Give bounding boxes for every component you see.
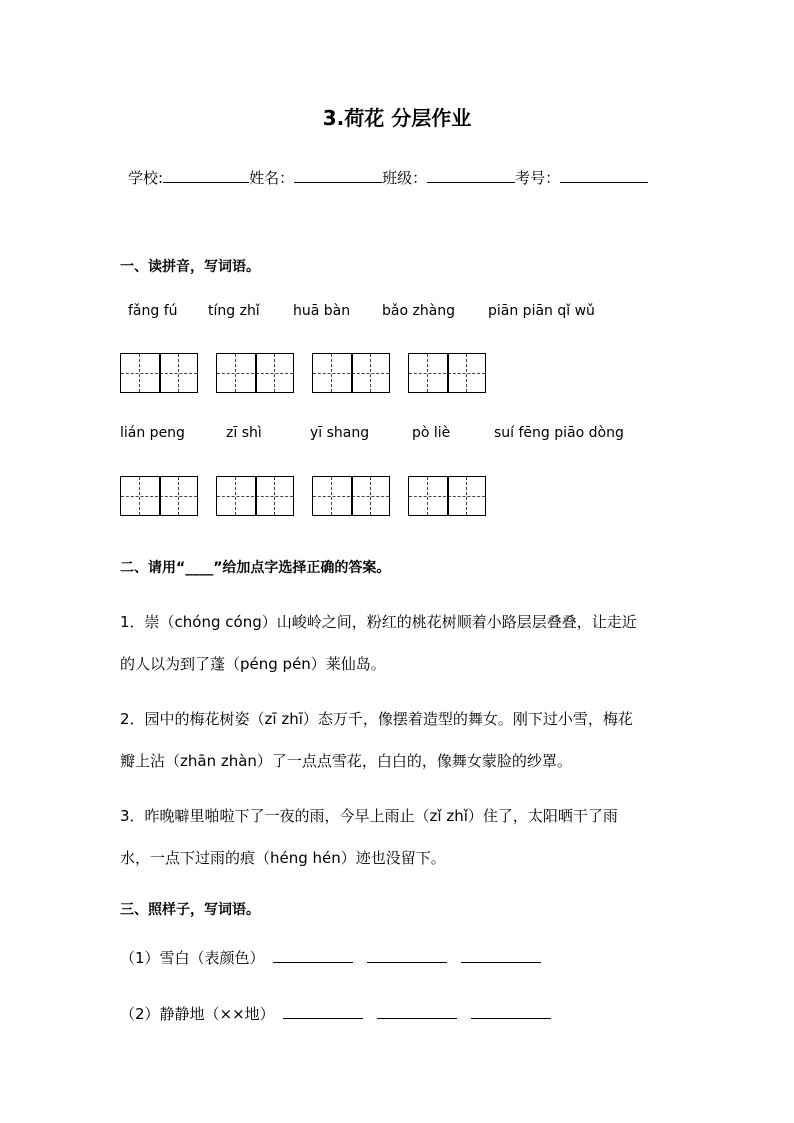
pinyin-1-3: huā bàn — [293, 303, 351, 319]
pinyin-1-1: fǎng fú — [128, 303, 178, 319]
pinyin-1-5: piān piān qǐ wǔ — [488, 303, 595, 319]
answer-blank[interactable] — [367, 948, 447, 963]
answer-blank[interactable] — [273, 948, 353, 963]
question-3-line-1: 3．昨晚噼里啪啦下了一夜的雨，今早上雨止（zǐ zhǐ）住了，太阳晒干了雨 — [120, 807, 618, 825]
school-blank[interactable] — [163, 166, 249, 183]
pinyin-2-1: lián peng — [120, 425, 185, 441]
writing-grid[interactable] — [216, 476, 294, 516]
pinyin-2-5: suí fēng piāo dòng — [494, 425, 624, 441]
class-label: 班级： — [382, 169, 428, 187]
exercise-item-2-label: （2）静静地（××地） — [120, 1005, 275, 1023]
answer-blank[interactable] — [461, 948, 541, 963]
question-1-line-2: 的人以为到了蓬（péng pén）莱仙岛。 — [120, 655, 386, 673]
exam-no-label: 考号： — [515, 169, 561, 187]
section3-heading: 三、照样子，写词语。 — [120, 902, 260, 918]
exercise-item-1-label: （1）雪白（表颜色） — [120, 949, 265, 967]
page-title: 3.荷花 分层作业 — [322, 106, 472, 130]
name-blank[interactable] — [294, 166, 382, 183]
exam-no-blank[interactable] — [560, 166, 648, 183]
section1-heading: 一、读拼音，写词语。 — [120, 259, 260, 275]
question-3-line-2: 水，一点下过雨的痕（héng hén）迹也没留下。 — [120, 849, 446, 867]
pinyin-2-3: yī shang — [310, 425, 370, 441]
answer-blank[interactable] — [283, 1004, 363, 1019]
school-label: 学校: — [128, 169, 164, 187]
exercise-item-1 — [120, 947, 541, 968]
student-info-line — [128, 166, 648, 188]
writing-grid[interactable] — [120, 353, 198, 393]
name-label: 姓名： — [249, 169, 295, 187]
writing-grid[interactable] — [312, 476, 390, 516]
question-2-line-2: 瓣上沾（zhān zhàn）了一点点雪花，白白的，像舞女蒙脸的纱罩。 — [120, 752, 572, 770]
writing-grid[interactable] — [216, 353, 294, 393]
pinyin-2-2: zī shì — [226, 425, 262, 441]
pinyin-1-2: tíng zhǐ — [208, 303, 260, 319]
pinyin-1-4: bǎo zhàng — [382, 303, 456, 319]
answer-blank[interactable] — [377, 1004, 457, 1019]
answer-blank[interactable] — [471, 1004, 551, 1019]
writing-grid[interactable] — [120, 476, 198, 516]
writing-grid[interactable] — [408, 476, 486, 516]
section2-heading: 二、请用“____”给加点字选择正确的答案。 — [120, 560, 391, 576]
exercise-item-2 — [120, 1003, 551, 1024]
pinyin-2-4: pò liè — [412, 425, 451, 441]
question-1-line-1: 1．崇（chóng cóng）山峻岭之间，粉红的桃花树顺着小路层层叠叠，让走近 — [120, 613, 637, 631]
question-2-line-1: 2．园中的梅花树姿（zī zhī）态万千，像摆着造型的舞女。刚下过小雪，梅花 — [120, 710, 633, 728]
class-blank[interactable] — [427, 166, 515, 183]
writing-grid[interactable] — [312, 353, 390, 393]
writing-grid[interactable] — [408, 353, 486, 393]
